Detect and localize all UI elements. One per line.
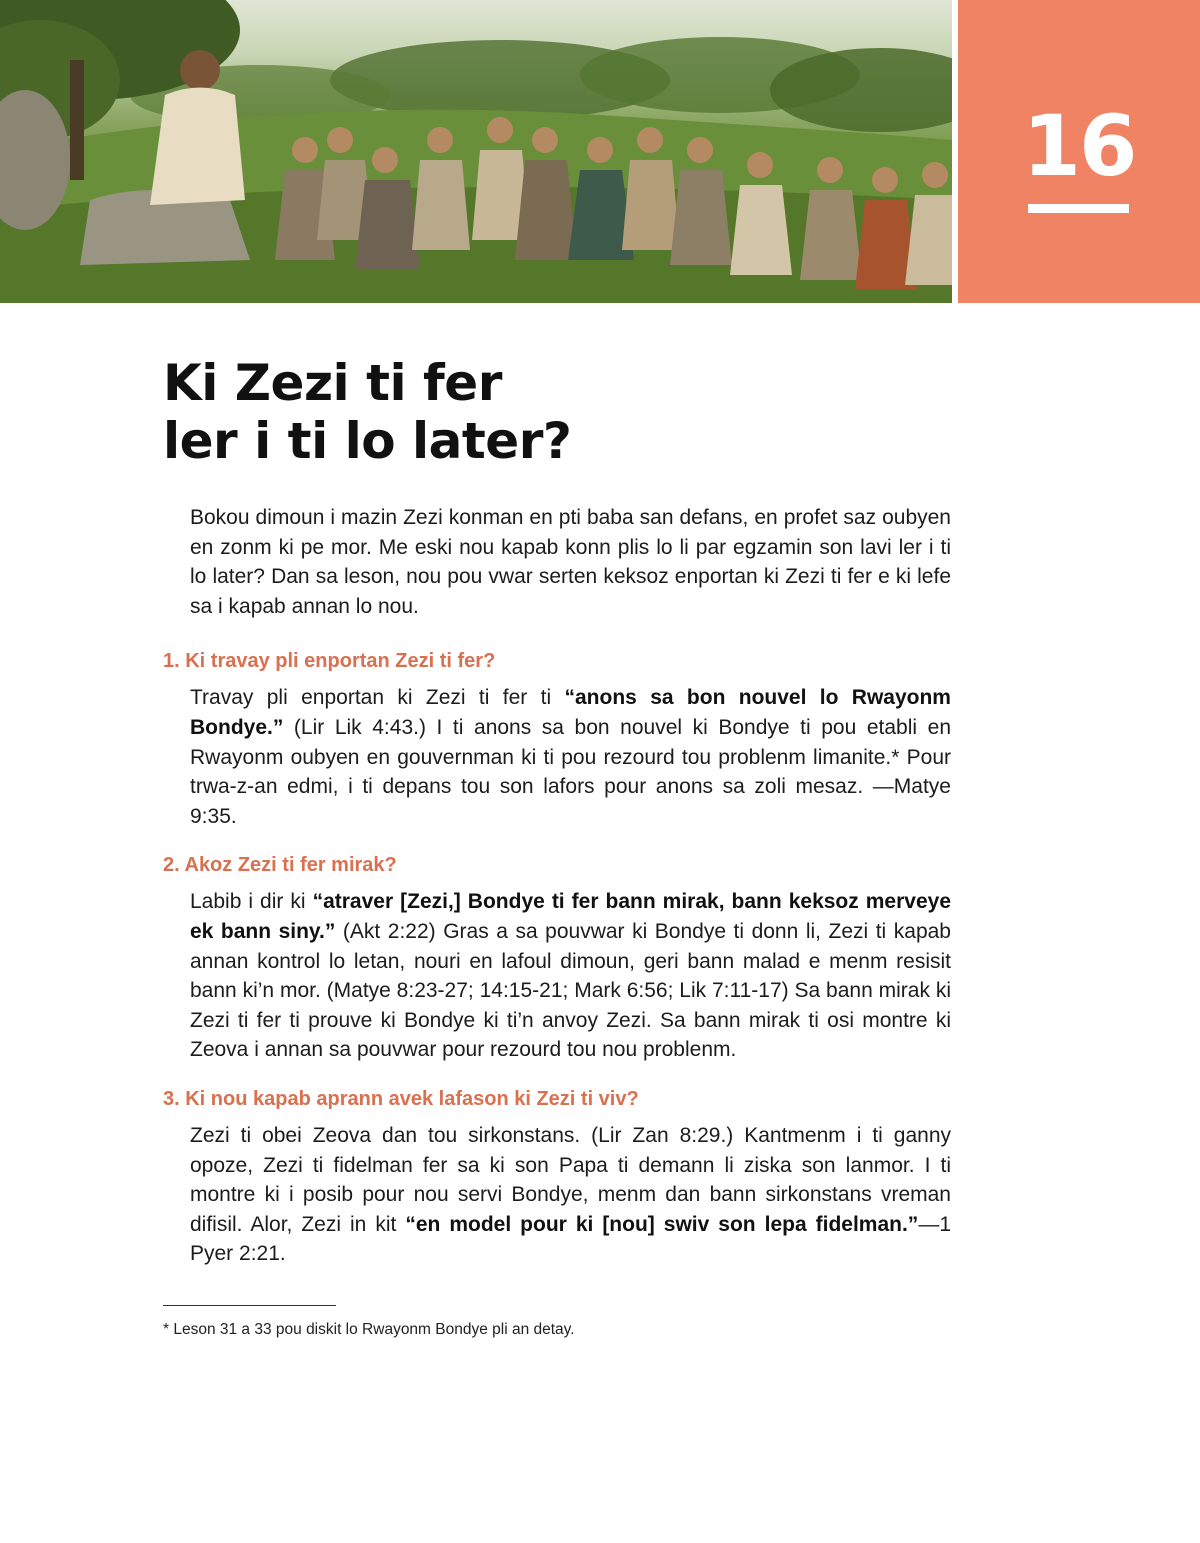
footnote-divider [163, 1305, 336, 1306]
section-2 [163, 851, 951, 1065]
intro-paragraph: Bokou dimoun i mazin Zezi konman en pti baba san defans, en profet saz oubyen en zonm ki pe mor. Me eski nou kapab konn plis lo li par egzamin son lavi ler i ti lo later? Dan sa leson, nou pou vwar serten keksoz enportan ki Zezi ti fer e ki lefe sa i kapab annan lo nou. [190, 506, 951, 618]
text-run: Zezi ti obei Zeova dan tou sirkonstans. (Lir Zan 8:29.) Kantmenm i ti ganny opoze, Zezi ti fidelman fer sa ki son Papa ti demann li ziska son lanmor. I ti montre ki i posib pour nou servi Bondye, menm dan bann sirkonstans vreman difisil. Alor, Zezi in kit [190, 1123, 951, 1236]
title-line-1: Ki Zezi ti fer [163, 354, 502, 412]
hillside-scene-illustration [0, 0, 952, 303]
section-1 [163, 647, 951, 831]
header-photo [0, 0, 952, 303]
section-heading: 2. Akoz Zezi ti fer mirak? [163, 854, 397, 877]
lesson-number-badge [958, 0, 1200, 303]
text-run: Labib i dir ki [190, 890, 313, 914]
section-heading: 3. Ki nou kapab aprann avek lafason ki Zezi ti viv? [163, 1087, 639, 1110]
footnote: * Leson 31 a 33 pou diskit lo Rwayonm Bondye pli an detay. [163, 1321, 575, 1338]
page-title [163, 354, 863, 470]
bold-quote: “atraver [Zezi,] Bondye ti fer bann mirak, bann keksoz merveye ek bann siny.” [190, 890, 952, 943]
text-run: —1 Pyer 2:21. [190, 1212, 951, 1266]
section-paragraph [190, 683, 951, 831]
lesson-number: 16 [1022, 97, 1136, 195]
text-run: (Lir Lik 4:43.) I ti anons sa bon nouvel ki Bondye ti pou etabli en Rwayonm oubyen en gouvernman ki ti pou rezourd tou problenm limanite.* Pour trwa-z-an edmi, i ti depans tou son lafors pour anons sa zoli mesaz. —Matye 9:35. [190, 715, 951, 828]
bold-quote: “en model pour ki [nou] swiv son lepa fidelman.” [405, 1212, 919, 1236]
badge-underline [1028, 204, 1129, 213]
text-run: (Akt 2:22) Gras a sa pouvwar ki Bondye ti donn li, Zezi ti kapab annan kontrol lo letan, nouri en lafoul dimoun, geri bann malad e menm resisit bann ki’n mor. (Matye 8:23-27; 14:15-21; Mark 6:56; Lik 7:11-17) Sa bann mirak ki Zezi ti fer ti prouve ki Bondye ki ti’n anvoy Zezi. Sa bann mirak ti osi montre ki Zeova i annan sa pouvwar pour rezourd tou nou problenm. [190, 919, 951, 1062]
text-run: Travay pli enportan ki Zezi ti fer ti [190, 686, 565, 710]
title-line-2: ler i ti lo later? [163, 412, 572, 470]
section-paragraph [190, 887, 951, 1065]
section-3 [163, 1085, 951, 1269]
lesson-content [163, 503, 951, 1289]
bold-quote: “anons sa bon nouvel lo Rwayonm Bondye.” [190, 686, 951, 739]
section-paragraph [190, 1121, 951, 1269]
section-heading: 1. Ki travay pli enportan Zezi ti fer? [163, 650, 496, 673]
